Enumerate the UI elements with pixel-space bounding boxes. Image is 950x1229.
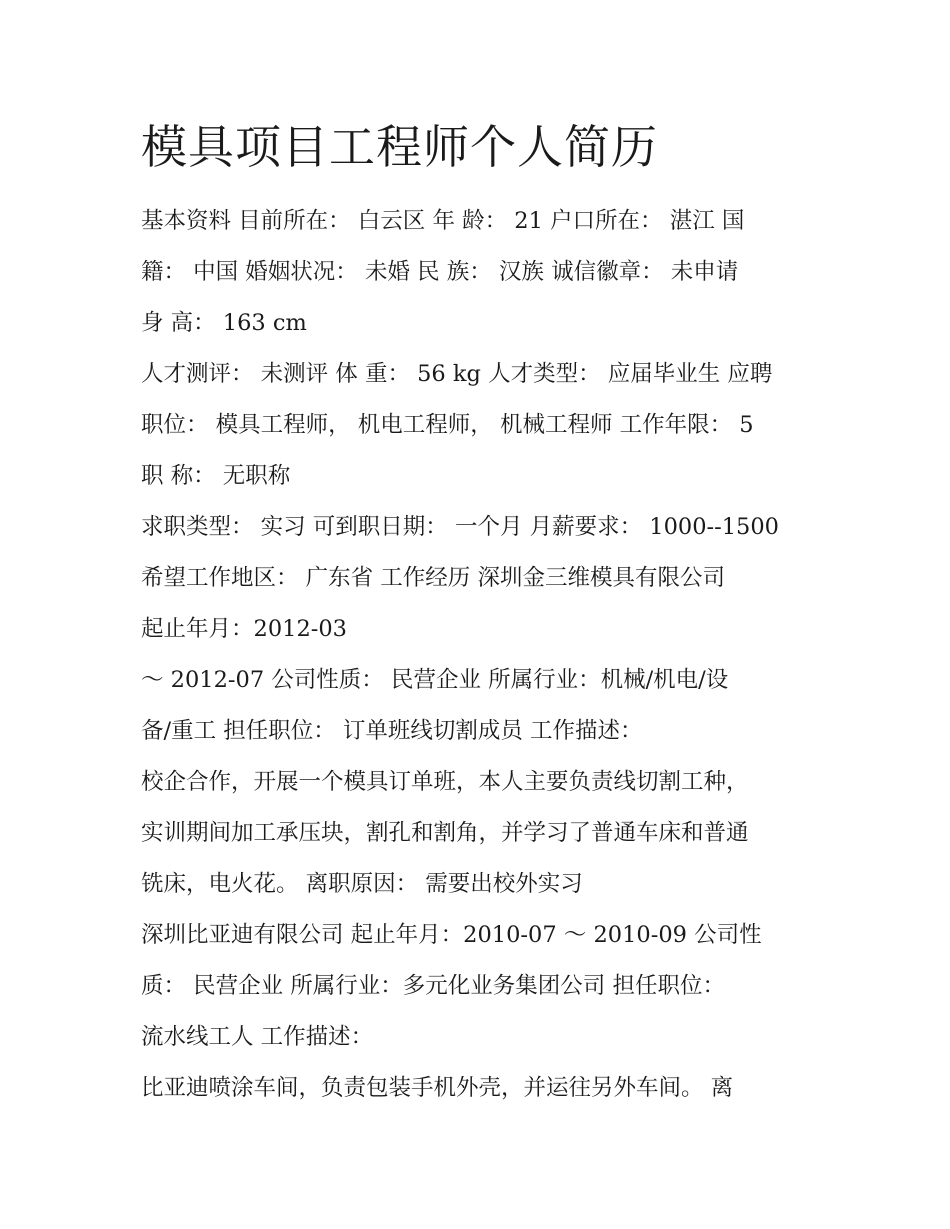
- text-line: 起止年月：2012-03: [141, 616, 347, 642]
- text-line: 深圳比亚迪有限公司 起止年月：2010-07 ～ 2010-09 公司性: [141, 922, 762, 948]
- text-line: 身 高： 163 cm: [141, 310, 307, 336]
- text-line: 校企合作，开展一个模具订单班，本人主要负责线切割工种，: [141, 769, 749, 795]
- resume-page: [141, 116, 821, 1114]
- text-line: 求职类型： 实习 可到职日期： 一个月 月薪要求： 1000--1500: [141, 514, 779, 540]
- page-title: 模具项目工程师个人简历: [141, 120, 658, 174]
- text-line: 职位： 模具工程师， 机电工程师， 机械工程师 工作年限： 5: [141, 412, 754, 438]
- text-line: 实训期间加工承压块，割孔和割角，并学习了普通车床和普通: [141, 820, 749, 846]
- text-line: 铣床，电火花。 离职原因： 需要出校外实习: [141, 871, 583, 897]
- text-line: 比亚迪喷涂车间，负责包装手机外壳，并运往另外车间。 离: [141, 1075, 734, 1101]
- text-line: 希望工作地区： 广东省 工作经历 深圳金三维模具有限公司: [141, 565, 725, 591]
- text-line: 人才测评： 未测评 体 重： 56 kg 人才类型： 应届毕业生 应聘: [141, 361, 773, 387]
- text-line: 基本资料 目前所在： 白云区 年 龄： 21 户口所在： 湛江 国: [141, 208, 745, 234]
- text-line: ～ 2012-07 公司性质： 民营企业 所属行业：机械/机电/设: [141, 667, 729, 693]
- text-line: 质： 民营企业 所属行业：多元化业务集团公司 担任职位：: [141, 973, 725, 999]
- text-line: 籍： 中国 婚姻状况： 未婚 民 族： 汉族 诚信徽章： 未申请: [141, 259, 739, 285]
- text-line: 流水线工人 工作描述：: [141, 1024, 374, 1050]
- text-line: 备/重工 担任职位： 订单班线切割成员 工作描述：: [141, 718, 643, 744]
- text-line: 职 称： 无职称: [141, 463, 291, 489]
- resume-body: [141, 196, 821, 1114]
